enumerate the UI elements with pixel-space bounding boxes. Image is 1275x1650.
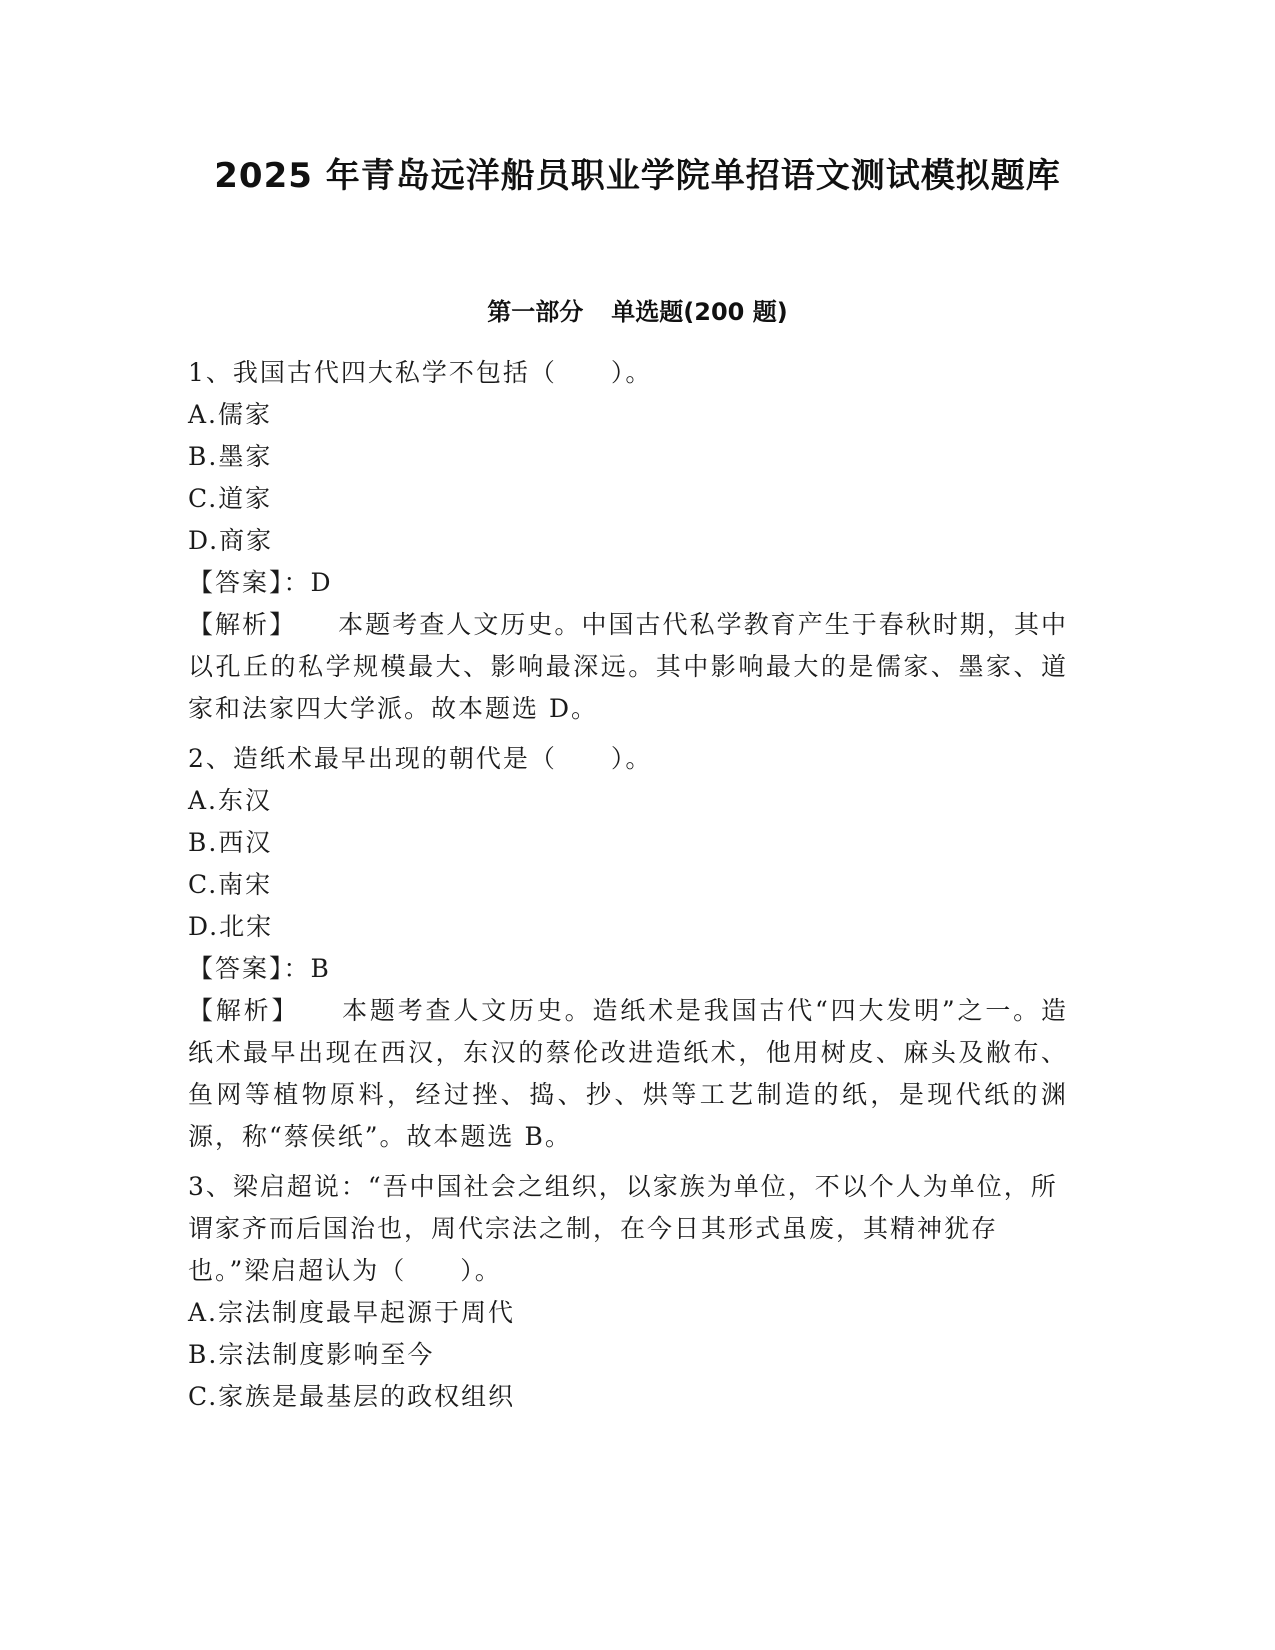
answer-value: B: [310, 954, 331, 983]
option-b: B.墨家: [188, 442, 273, 471]
answer-label: 【答案】：: [188, 954, 311, 983]
question-2: [188, 738, 1068, 1158]
question-stem: 1、我国古代四大私学不包括（ ）。: [188, 358, 653, 387]
answer-line: [188, 948, 1068, 990]
section-part: 第一部分: [487, 298, 584, 326]
option-d: D.北宋: [188, 912, 274, 941]
analysis-label: 【解析】: [188, 996, 300, 1025]
answer-value: D: [310, 568, 333, 597]
analysis-paragraph: [188, 990, 1068, 1158]
analysis-label: 【解析】: [188, 610, 297, 639]
answer-label: 【答案】：: [188, 568, 311, 597]
analysis-text: 本题考查人文历史。造纸术是我国古代“四大发明”之一。造纸术最早出现在西汉，东汉的蔡伦改进造纸术，他用树皮、麻头及敝布、鱼网等植物原料，经过挫、捣、抄、烘等工艺制造的纸，是现代纸的渊源，称“蔡侯纸”。故本题选 B。: [188, 996, 1068, 1151]
question-stem: 2、造纸术最早出现的朝代是（ ）。: [188, 744, 653, 773]
document-title: 2025 年青岛远洋船员职业学院单招语文测试模拟题库: [214, 156, 1061, 196]
option-b: B.宗法制度影响至今: [188, 1340, 435, 1369]
option-d: D.商家: [188, 526, 274, 555]
option-c: C.南宋: [188, 870, 273, 899]
question-stem: 3、梁启超说：“吾中国社会之组织，以家族为单位，不以个人为单位，所谓家齐而后国治也，周代宗法之制，在今日其形式虽废，其精神犹存也。”梁启超认为（ ）。: [188, 1172, 1058, 1285]
option-a: A.东汉: [188, 786, 273, 815]
option-c: C.道家: [188, 484, 273, 513]
question-1: [188, 352, 1068, 730]
option-a: A.儒家: [188, 400, 273, 429]
analysis-paragraph: [188, 604, 1068, 730]
option-b: B.西汉: [188, 828, 273, 857]
analysis-text: 本题考查人文历史。中国古代私学教育产生于春秋时期，其中以孔丘的私学规模最大、影响最深远。其中影响最大的是儒家、墨家、道家和法家四大学派。故本题选 D。: [188, 610, 1068, 723]
option-c: C.家族是最基层的政权组织: [188, 1382, 516, 1411]
section-name: 单选题(200 题): [611, 298, 788, 326]
option-a: A.宗法制度最早起源于周代: [188, 1298, 516, 1327]
answer-line: [188, 562, 1068, 604]
section-heading: [0, 292, 1275, 327]
question-list: [188, 352, 1068, 1426]
question-3: [188, 1166, 1068, 1418]
